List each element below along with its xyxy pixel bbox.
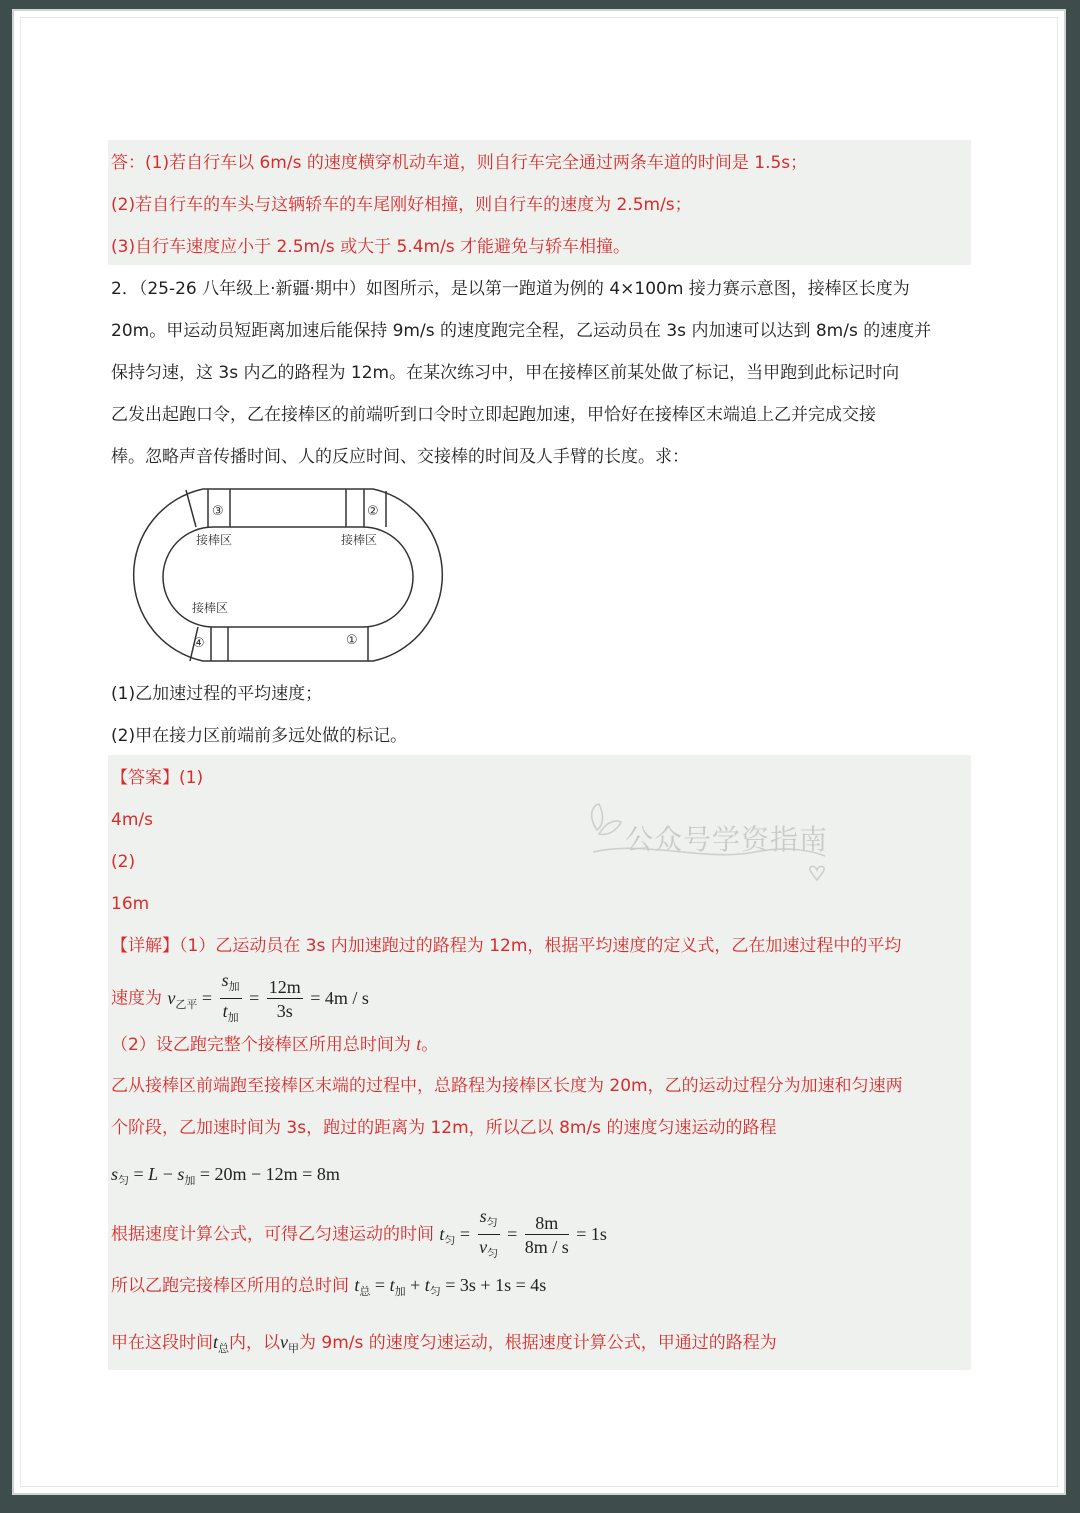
answer-part-2: (2) (111, 852, 136, 872)
detail-line-1: 【详解】（1）乙运动员在 3s 内加速跑过的路程为 12m，根据平均速度的定义式，乙在加速过程中的平均 (111, 936, 902, 956)
marker-3: ③ (212, 504, 224, 519)
detail-9-b: 内，以 (229, 1333, 281, 1353)
relay-track-diagram (108, 485, 470, 665)
detail-3-end: 。 (421, 1035, 439, 1055)
answer-line-1: 答：(1)若自行车以 6m/s 的速度横穿机动车道，则自行车完全通过两条车道的时间是 1.5s； (111, 153, 808, 173)
track-outer (134, 489, 443, 661)
detail-3-text: （2）设乙跑完整个接棒区所用总时间为 (111, 1035, 417, 1055)
sub-question-1: (1)乙加速过程的平均速度； (111, 684, 323, 704)
detail-line-5: 个阶段，乙加速时间为 3s，跑过的距离为 12m，所以乙以 8m/s 的速度匀速运动的路程 (111, 1118, 777, 1138)
marker-2: ② (367, 504, 379, 519)
uniform-distance-formula: $s_匀 = L - s_加 = 20m - 12m = 8m$ (111, 1164, 340, 1187)
detail-2-prefix: 速度为 (111, 988, 162, 1009)
v-jia-symbol: $v_甲$ (280, 1332, 300, 1355)
detail-line-2 (111, 969, 369, 1030)
total-time-formula: $t_总 = t_加 + t_匀 = 3s + 1s = 4s$ (354, 1275, 547, 1298)
answer-2: 16m (111, 894, 150, 914)
watermark-text: 公众号学资指南 (625, 823, 829, 856)
question-line-3: 保持匀速，这 3s 内乙的路程为 12m。在某次练习中，甲在接棒区前某处做了标记，当甲跑到此标记时向 (111, 363, 900, 383)
sub-question-2: (2)甲在接力区前端前多远处做的标记。 (111, 726, 408, 746)
answer-tag: 【答案】(1) (111, 768, 204, 788)
detail-line-4: 乙从接棒区前端跑至接棒区末端的过程中，总路程为接棒区长度为 20m，乙的运动过程分为加速和匀速两 (111, 1076, 903, 1096)
detail-line-3 (111, 1033, 438, 1056)
answer-line-3: (3)自行车速度应小于 2.5m/s 或大于 5.4m/s 才能避免与轿车相撞。 (111, 237, 631, 257)
detail-line-9 (111, 1331, 777, 1360)
zone-label-bottom-left: 接棒区 (192, 601, 229, 615)
zone-label-top-right: 接棒区 (341, 533, 378, 547)
avg-speed-formula: $v_{乙平}$ = $\frac{s_加}{t_加}$ = $\frac{12m}{3s}$ = 4m / s (167, 970, 369, 1024)
answer-1: 4m/s (111, 810, 153, 830)
uniform-time-formula: $t_匀$ = $\frac{s_匀}{v_匀}$ = $\frac{8m}{8m / s}$ = 1s (439, 1206, 607, 1260)
question-line-4: 乙发出起跑口令，乙在接棒区的前端听到口令时立即起跑加速，甲恰好在接棒区末端追上乙并完成交接 (111, 405, 876, 425)
watermark (585, 800, 835, 890)
detail-line-7 (111, 1205, 607, 1266)
marker-4: ④ (193, 636, 205, 651)
marker-1: ① (346, 633, 358, 648)
detail-3-var: t (416, 1034, 422, 1054)
question-line-1: 2．（25-26 八年级上·新疆·期中）如图所示，是以第一跑道为例的 4×100m 接力赛示意图，接棒区长度为 (111, 279, 910, 299)
question-line-2: 20m。甲运动员短距离加速后能保持 9m/s 的速度跑完全程，乙运动员在 3s 内加速可以达到 8m/s 的速度并 (111, 321, 932, 341)
detail-8-prefix: 所以乙跑完接棒区所用的总时间 (111, 1276, 349, 1296)
zone-label-top-left: 接棒区 (196, 533, 233, 547)
t-total-symbol: $t_总$ (213, 1332, 230, 1355)
detail-line-8 (111, 1274, 546, 1303)
detail-9-a: 甲在这段时间 (111, 1333, 213, 1353)
detail-9-c: 为 9m/s 的速度匀速运动，根据速度计算公式，甲通过的路程为 (299, 1333, 777, 1353)
answer-line-2: (2)若自行车的车头与这辆轿车的车尾刚好相撞，则自行车的速度为 2.5m/s； (111, 195, 692, 215)
detail-7-prefix: 根据速度计算公式，可得乙匀速运动的时间 (111, 1224, 434, 1245)
question-line-5: 棒。忽略声音传播时间、人的反应时间、交接棒的时间及人手臂的长度。求： (111, 447, 689, 467)
